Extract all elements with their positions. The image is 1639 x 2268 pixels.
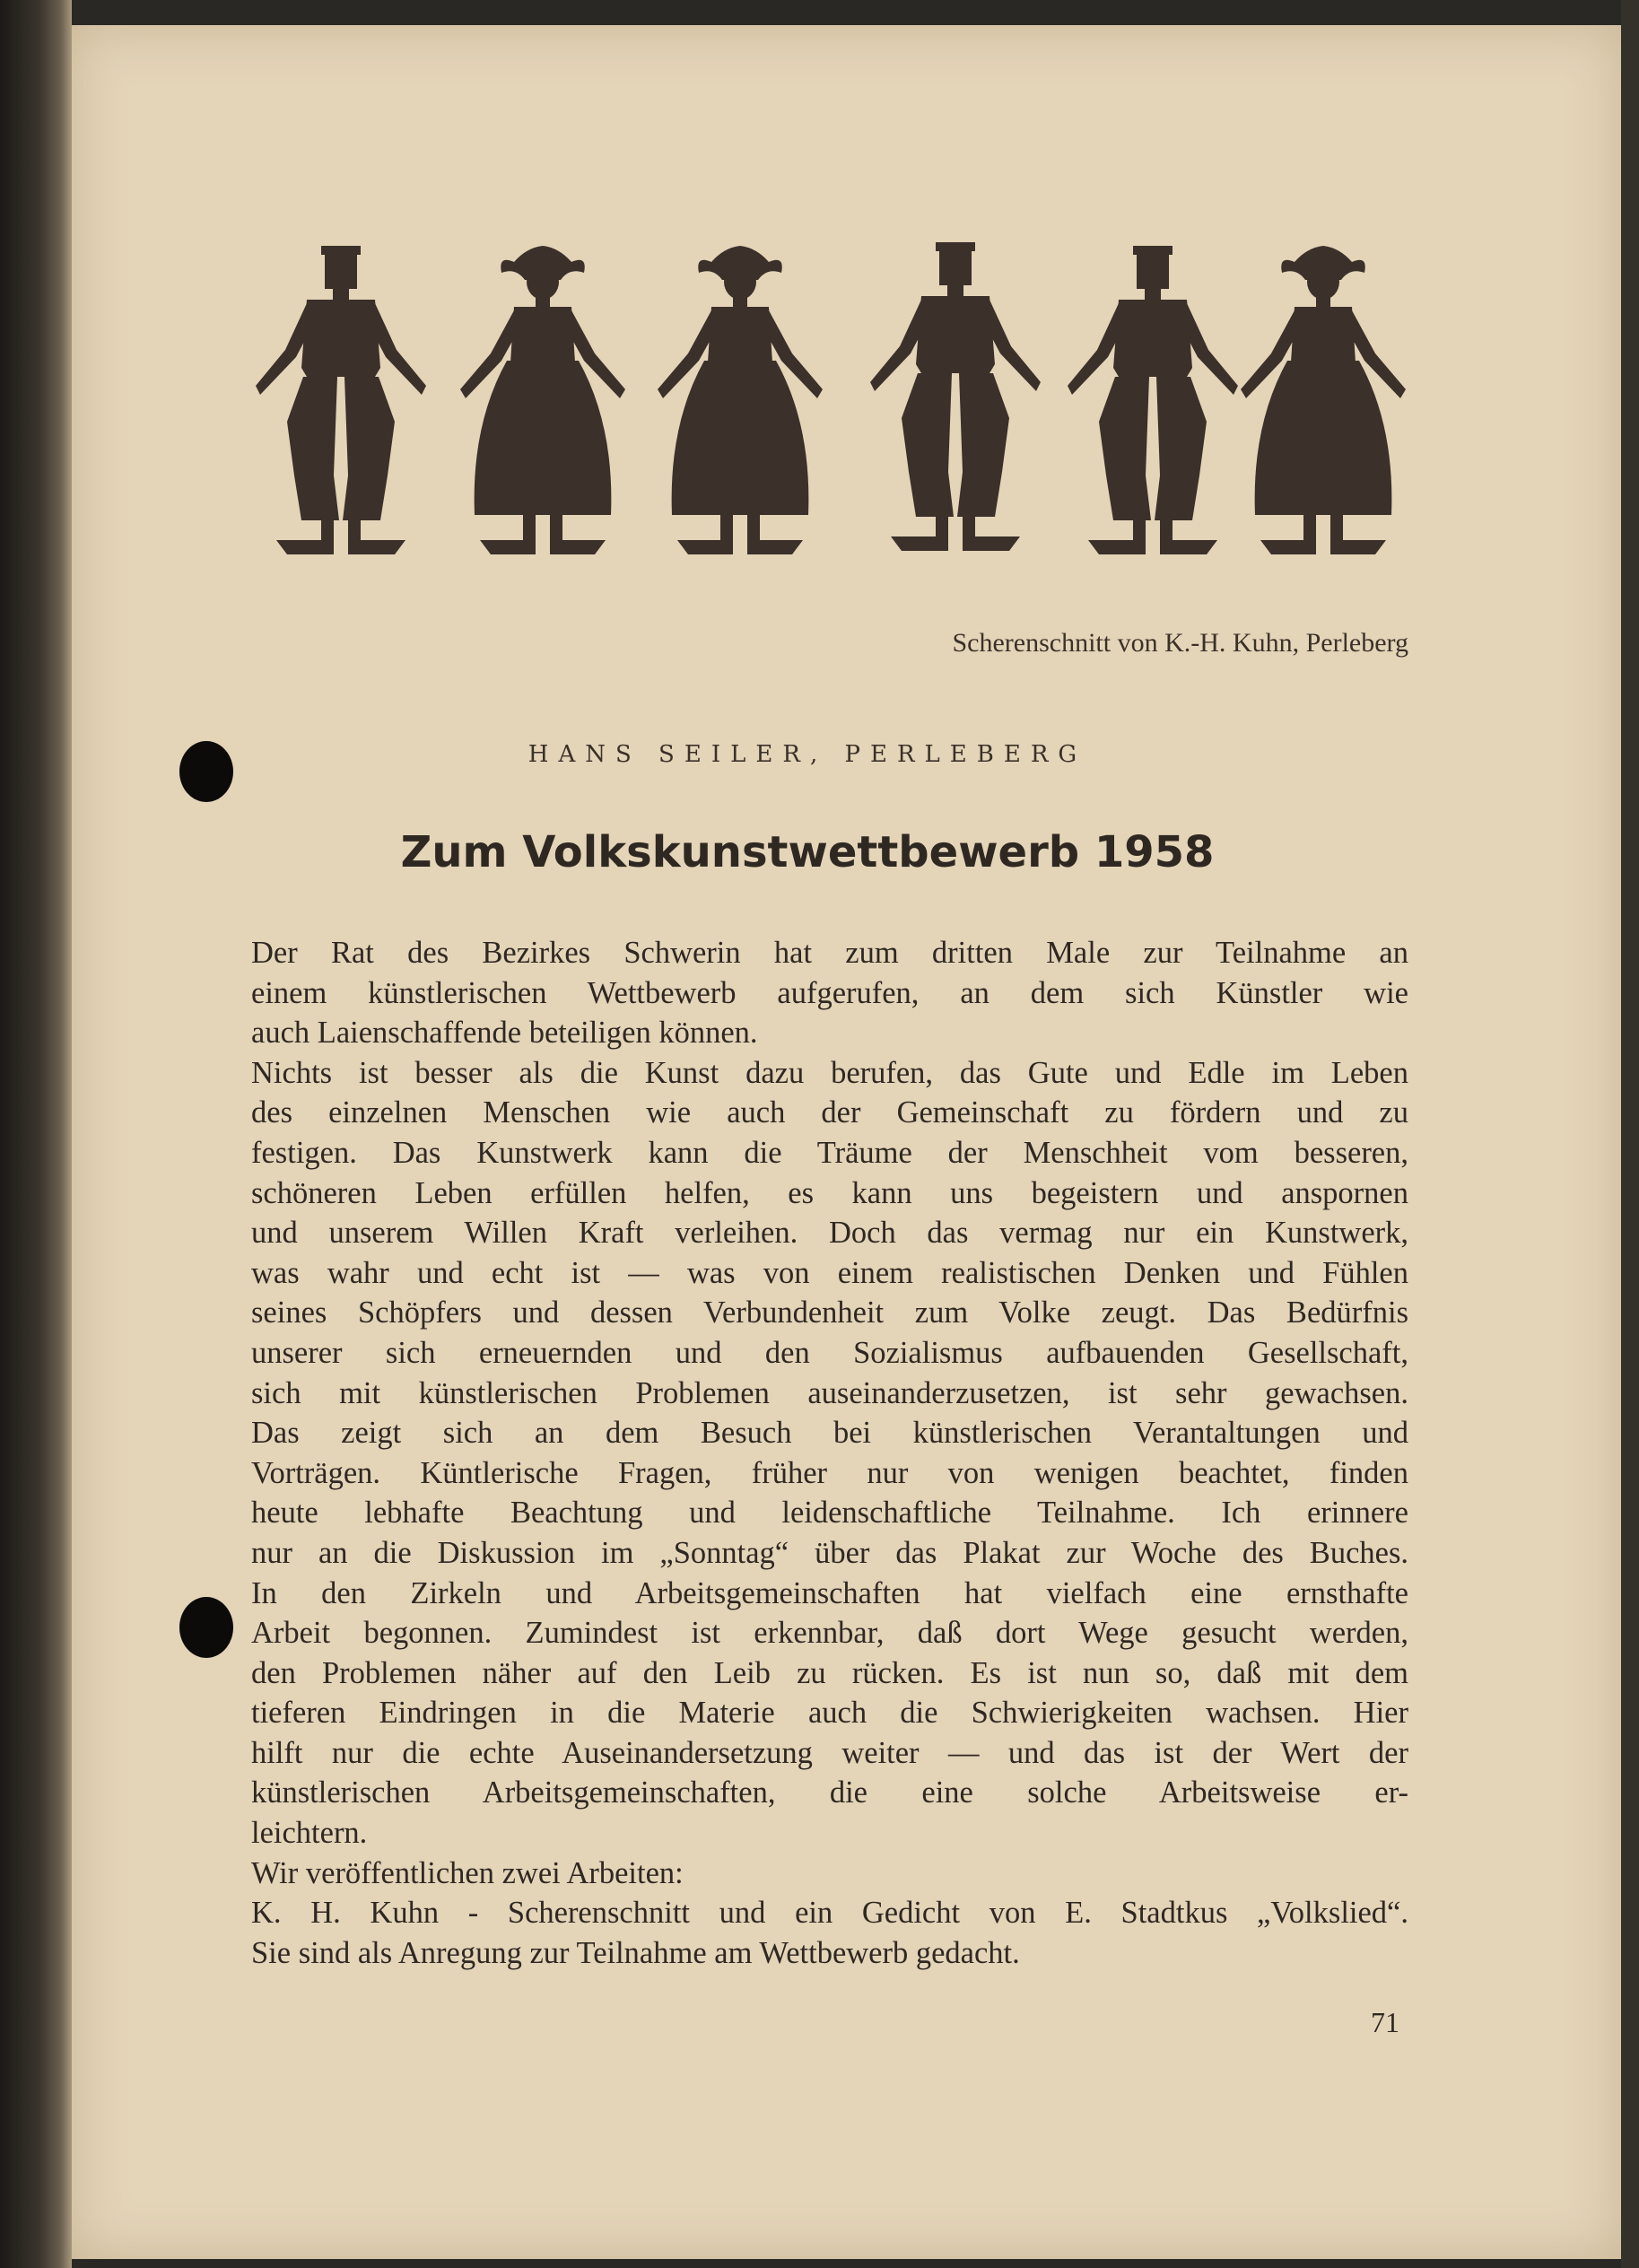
body-line: festigen. Das Kunstwerk kann die Träume der Menschheit vom besseren,: [251, 1135, 1408, 1170]
dancer-man: [1068, 246, 1238, 554]
body-line: des einzelnen Menschen wie auch der Gemeinschaft zu fördern und zu: [251, 1095, 1408, 1130]
body-line: seines Schöpfers und dessen Verbundenheit zum Volke zeugt. Das Bedürfnis: [251, 1295, 1408, 1330]
article-body: [251, 933, 1408, 1973]
page-number: 71: [1371, 2006, 1399, 2038]
page-edge: [1621, 0, 1639, 2268]
body-line: sich mit künstlerischen Problemen auseinanderzusetzen, ist sehr gewachsen.: [251, 1375, 1408, 1410]
article-author: HANS SEILER, PERLEBERG: [527, 741, 1087, 768]
body-line: leichtern.: [251, 1816, 368, 1851]
body-line: tieferen Eindringen in die Materie auch die Schwierigkeiten wachsen. Hier: [251, 1696, 1408, 1731]
punch-hole-bottom: [179, 1597, 233, 1658]
body-line: Wir veröffentlichen zwei Arbeiten:: [251, 1855, 684, 1890]
body-line: schöneren Leben erfüllen helfen, es kann uns begeistern und anspornen: [251, 1175, 1408, 1210]
body-line: heute lebhafte Beachtung und leidenschaftliche Teilnahme. Ich erinnere: [251, 1496, 1408, 1531]
paper-cut-illustration: [256, 242, 1431, 610]
body-line: und unserem Willen Kraft verleihen. Doch das vermag nur ein Kunstwerk,: [251, 1216, 1408, 1251]
book-spine: [0, 0, 72, 2268]
body-line: einem künstlerischen Wettbewerb aufgerufen, an dem sich Künstler wie: [251, 975, 1408, 1010]
punch-hole-top: [179, 741, 233, 802]
dancer-woman: [1241, 246, 1406, 554]
body-line: hilft nur die echte Auseinandersetzung weiter — und das ist der Wert der: [251, 1735, 1408, 1770]
body-line: Nichts ist besser als die Kunst dazu berufen, das Gute und Edle im Leben: [251, 1055, 1408, 1090]
body-line: was wahr und echt ist — was von einem realistischen Denken und Fühlen: [251, 1255, 1408, 1290]
dancer-man: [256, 246, 426, 554]
body-line: K. H. Kuhn - Scherenschnitt und ein Gedicht von E. Stadtkus „Volkslied“.: [251, 1896, 1408, 1931]
body-line: Vorträgen. Küntlerische Fragen, früher nur von wenigen beachtet, finden: [251, 1455, 1408, 1490]
article-title: Zum Volkskunstwettbewerb 1958: [400, 827, 1215, 877]
dancer-woman: [460, 246, 625, 554]
dancer-woman: [658, 246, 823, 554]
body-line: künstlerischen Arbeitsgemeinschaften, die eine solche Arbeitsweise er-: [251, 1775, 1408, 1810]
illustration-caption: Scherenschnitt von K.-H. Kuhn, Perleberg: [952, 628, 1408, 658]
dancer-man: [870, 242, 1041, 551]
body-line: Sie sind als Anregung zur Teilnahme am Wettbewerb gedacht.: [251, 1935, 1020, 1970]
body-line: Arbeit begonnen. Zumindest ist erkennbar, daß dort Wege gesucht werden,: [251, 1616, 1408, 1651]
body-line: unserer sich erneuernden und den Sozialismus aufbauenden Gesellschaft,: [251, 1335, 1408, 1370]
body-line: Der Rat des Bezirkes Schwerin hat zum dritten Male zur Teilnahme an: [251, 936, 1408, 970]
body-line: auch Laienschaffende beteiligen können.: [251, 1016, 758, 1051]
body-line: Das zeigt sich an dem Besuch bei künstlerischen Verantaltungen und: [251, 1416, 1408, 1451]
body-line: nur an die Diskussion im „Sonntag“ über das Plakat zur Woche des Buches.: [251, 1535, 1408, 1570]
body-line: den Problemen näher auf den Leib zu rücken. Es ist nun so, daß mit dem: [251, 1655, 1408, 1690]
body-line: In den Zirkeln und Arbeitsgemeinschaften hat vielfach eine ernsthafte: [251, 1575, 1408, 1610]
